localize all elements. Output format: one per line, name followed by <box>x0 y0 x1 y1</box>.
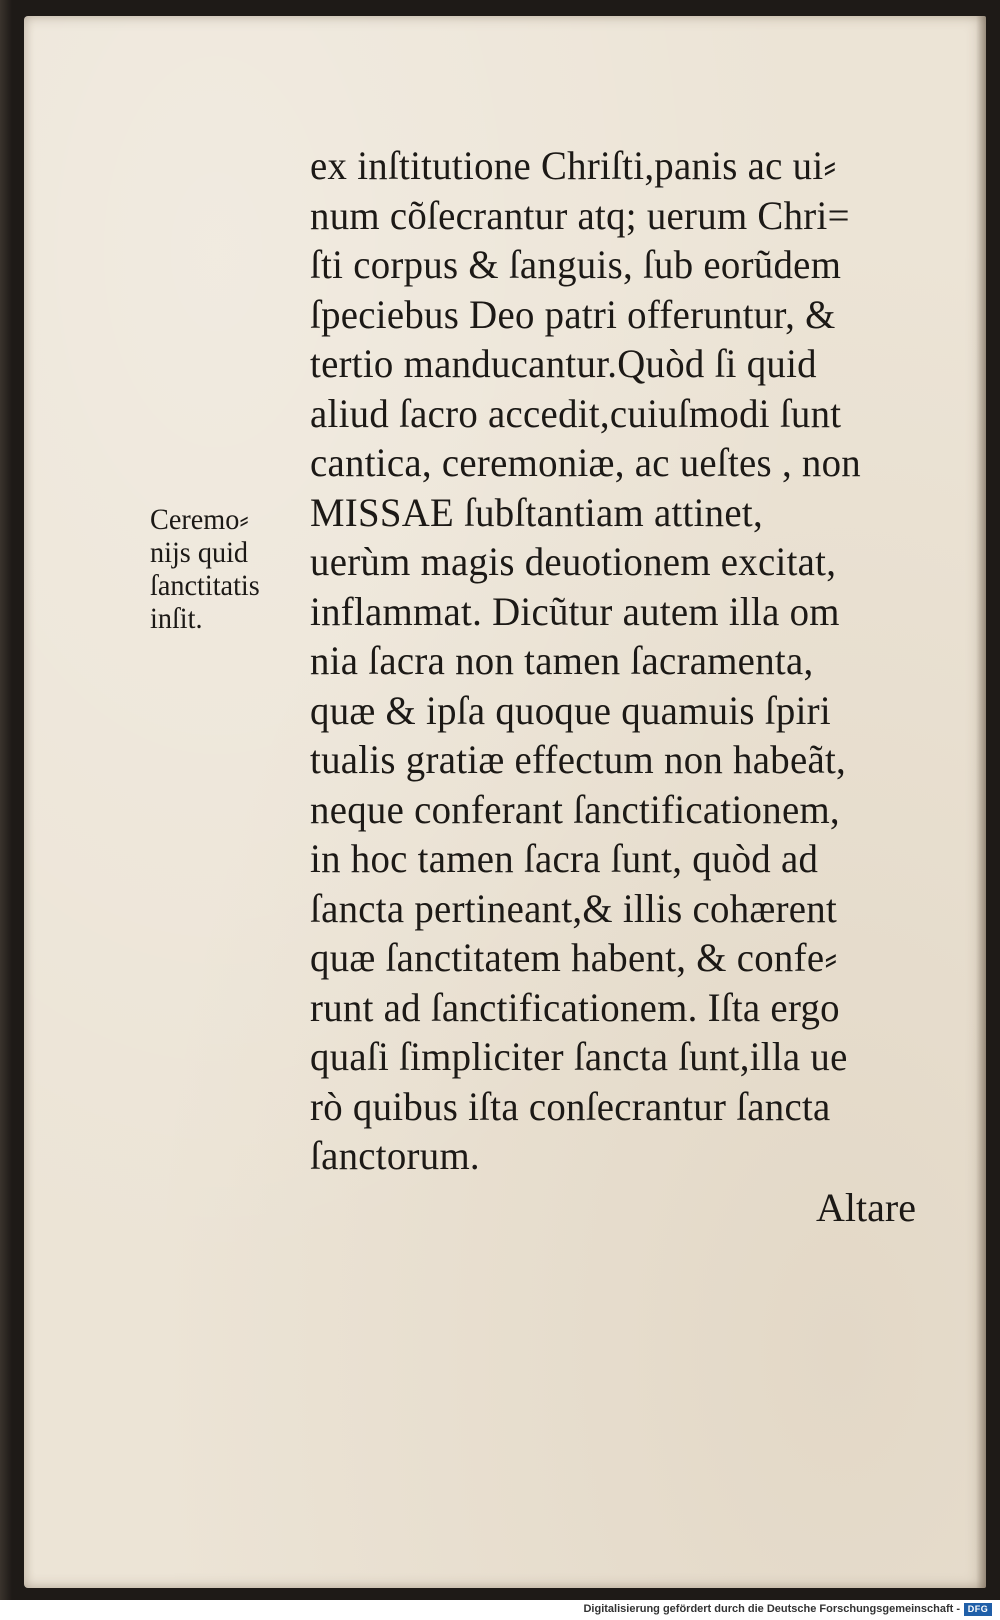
footer-bar <box>0 1600 1000 1620</box>
text-line: num cõſecrantur atq; uerum Chri= <box>310 192 850 238</box>
text-line: ſti corpus & ſanguis, ſub eorũdem <box>310 242 842 287</box>
text-line: in hoc tamen ſacra ſunt, quòd ad <box>310 836 819 881</box>
page-edge-shadow <box>976 16 986 1588</box>
text-line: rò quibus iſta conſecrantur ſancta <box>310 1083 831 1129</box>
text-line: runt ad ſanctificationem. Iſta ergo <box>310 984 840 1030</box>
text-line: tertio manducantur.Quòd ſi quid <box>310 341 817 386</box>
text-line: tualis gratiæ effectum non habeãt, <box>310 737 847 782</box>
text-line: uerùm magis deuotionem excitat, <box>310 539 837 584</box>
body-text <box>310 141 970 1181</box>
marginal-note-line: inſit. <box>150 602 203 635</box>
catchword: Altare <box>816 1185 916 1230</box>
marginal-note-line: nijs quid <box>150 536 249 569</box>
text-line: ſpeciebus Deo patri offeruntur, & <box>310 291 836 337</box>
marginal-note-line: ſanctitatis <box>150 569 260 602</box>
marginal-note <box>150 503 320 635</box>
text-line: ex inſtitutione Chriſti,panis ac ui⸗ <box>310 143 837 188</box>
text-line: cantica, ceremoniæ, ac ueſtes , non <box>310 440 862 485</box>
text-line: nia ſacra non tamen ſacramenta, <box>310 638 814 683</box>
text-line: inflammat. Dicũtur autem illa om <box>310 588 840 634</box>
text-line: aliud ſacro accedit,cuiuſmodi ſunt <box>310 390 842 436</box>
text-line: quæ & ipſa quoque quamuis ſpiri <box>310 687 831 733</box>
text-line: MISSAE ſubſtantiam attinet, <box>310 489 763 535</box>
text-line: quæ ſanctitatem habent, & confe⸗ <box>310 935 838 980</box>
text-line: neque conferant ſanctificationem, <box>310 786 840 832</box>
book-page <box>24 16 986 1588</box>
text-line: ſanctorum. <box>310 1133 480 1178</box>
text-line: ſancta pertineant,& illis cohærent <box>310 885 838 931</box>
funding-credit: Digitalisierung gefördert durch die Deutsche Forschungsgemeinschaft - <box>583 1603 960 1615</box>
text-line: quaſi ſimpliciter ſancta ſunt,illa ue <box>310 1034 848 1079</box>
marginal-note-line: Ceremo⸗ <box>150 503 249 536</box>
dfg-logo-icon: DFG <box>964 1603 992 1616</box>
